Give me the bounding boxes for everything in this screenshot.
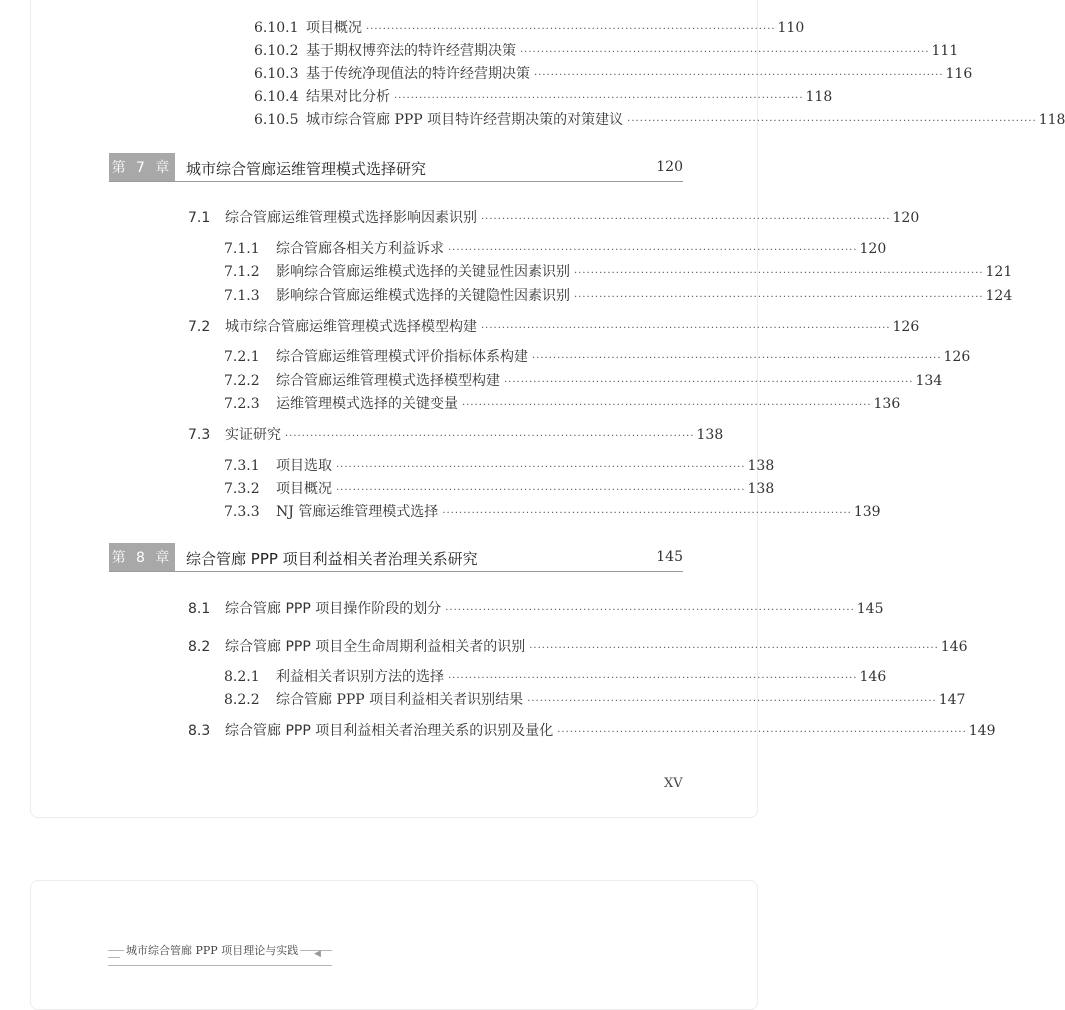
toc-entry[interactable]: 7.2.2 综合管廊运维管理模式选择模型构建 ·································································································· 134 (224, 373, 943, 389)
toc-section[interactable]: 8.1 综合管廊 PPP 项目操作阶段的划分 ·································································································· 145 (188, 601, 884, 617)
toc-page (30, 0, 1065, 818)
dot-leader: ·································································································· (557, 727, 967, 738)
toc-entry[interactable]: 6.10.1 项目概况 ·································································································· 110 (254, 20, 805, 36)
dot-leader: ·································································································· (520, 47, 930, 58)
toc-entry[interactable]: 6.10.5 城市综合管廊 PPP 项目特许经营期决策的对策建议 ·································································································· 118 (254, 112, 1065, 128)
dot-leader: ·································································································· (394, 93, 804, 104)
toc-section[interactable]: 8.3 综合管廊 PPP 项目利益相关者治理关系的识别及量化 ·································································································· 149 (188, 723, 996, 739)
dot-leader: ·································································································· (574, 292, 984, 303)
chapter-page: 145 (656, 549, 683, 565)
dot-leader: ·································································································· (366, 24, 776, 35)
dot-leader: ·································································································· (532, 353, 942, 364)
toc-section[interactable]: 7.1 综合管廊运维管理模式选择影响因素识别 ·································································································· 120 (188, 210, 920, 226)
chapter-title: 综合管廊 PPP 项目利益相关者治理关系研究 (186, 550, 478, 568)
dot-leader: ·································································································· (445, 605, 855, 616)
dot-leader: ·································································································· (285, 431, 695, 442)
dot-leader: ·································································································· (534, 70, 944, 81)
toc-entry[interactable]: 8.2.1 利益相关者识别方法的选择 ·································································································· 146 (224, 669, 887, 685)
chapter-badge: 第 7 章 (109, 153, 175, 181)
page-folio: XV (664, 776, 683, 791)
toc-entry[interactable]: 6.10.2 基于期权博弈法的特许经营期决策 ·································································································· 111 (254, 43, 959, 59)
toc-entry[interactable]: 7.1.3 影响综合管廊运维模式选择的关键隐性因素识别 ·································································································· 124 (224, 288, 1013, 304)
toc-entry[interactable]: 7.1.2 影响综合管廊运维模式选择的关键显性因素识别 ·································································································· 121 (224, 264, 1013, 280)
dot-leader: ·································································································· (448, 245, 858, 256)
toc-entry[interactable]: 7.3.3 NJ 管廊运维管理模式选择 ·································································································· 139 (224, 504, 881, 520)
dot-leader: ·································································································· (462, 400, 872, 411)
chapter-heading[interactable] (109, 543, 683, 572)
toc-entry[interactable]: 7.3.2 项目概况 ·································································································· 138 (224, 481, 775, 497)
dot-leader: ·································································································· (504, 377, 914, 388)
running-head-ornament-icon: ◀ (314, 949, 321, 959)
chapter-title: 城市综合管廊运维管理模式选择研究 (186, 160, 427, 178)
dot-leader: ·································································································· (481, 323, 891, 334)
chapter-badge: 第 8 章 (109, 543, 175, 571)
running-head: 城市综合管廊 PPP 项目理论与实践 ◀ (108, 950, 332, 966)
running-head-rule (108, 957, 120, 958)
dot-leader: ·································································································· (336, 462, 746, 473)
toc-entry[interactable]: 7.1.1 综合管廊各相关方利益诉求 ·································································································· 120 (224, 241, 887, 257)
toc-section[interactable]: 7.3 实证研究 ·································································································· 138 (188, 427, 724, 443)
toc-section[interactable]: 7.2 城市综合管廊运维管理模式选择模型构建 ·································································································· 126 (188, 319, 920, 335)
toc-entry[interactable]: 7.3.1 项目选取 ·································································································· 138 (224, 458, 775, 474)
toc-entry[interactable]: 6.10.3 基于传统净现值法的特许经营期决策 ·································································································· 116 (254, 66, 973, 82)
dot-leader: ·································································································· (442, 508, 852, 519)
toc-entry[interactable]: 6.10.4 结果对比分析 ·································································································· 118 (254, 89, 833, 105)
dot-leader: ·································································································· (448, 673, 858, 684)
dot-leader: ·································································································· (574, 268, 984, 279)
dot-leader: ·································································································· (481, 214, 891, 225)
toc-section[interactable]: 8.2 综合管廊 PPP 项目全生命周期利益相关者的识别 ·································································································· 146 (188, 639, 968, 655)
dot-leader: ·································································································· (529, 643, 939, 654)
dot-leader: ·································································································· (527, 696, 937, 707)
dot-leader: ·································································································· (627, 116, 1037, 127)
chapter-page: 120 (656, 159, 683, 175)
toc-entry[interactable]: 7.2.3 运维管理模式选择的关键变量 ·································································································· 136 (224, 396, 901, 412)
chapter-heading[interactable] (109, 153, 683, 182)
toc-entry[interactable]: 8.2.2 综合管廊 PPP 项目利益相关者识别结果 ·································································································· 147 (224, 692, 966, 708)
toc-entry[interactable]: 7.2.1 综合管廊运维管理模式评价指标体系构建 ·································································································· 126 (224, 349, 971, 365)
dot-leader: ·································································································· (336, 485, 746, 496)
